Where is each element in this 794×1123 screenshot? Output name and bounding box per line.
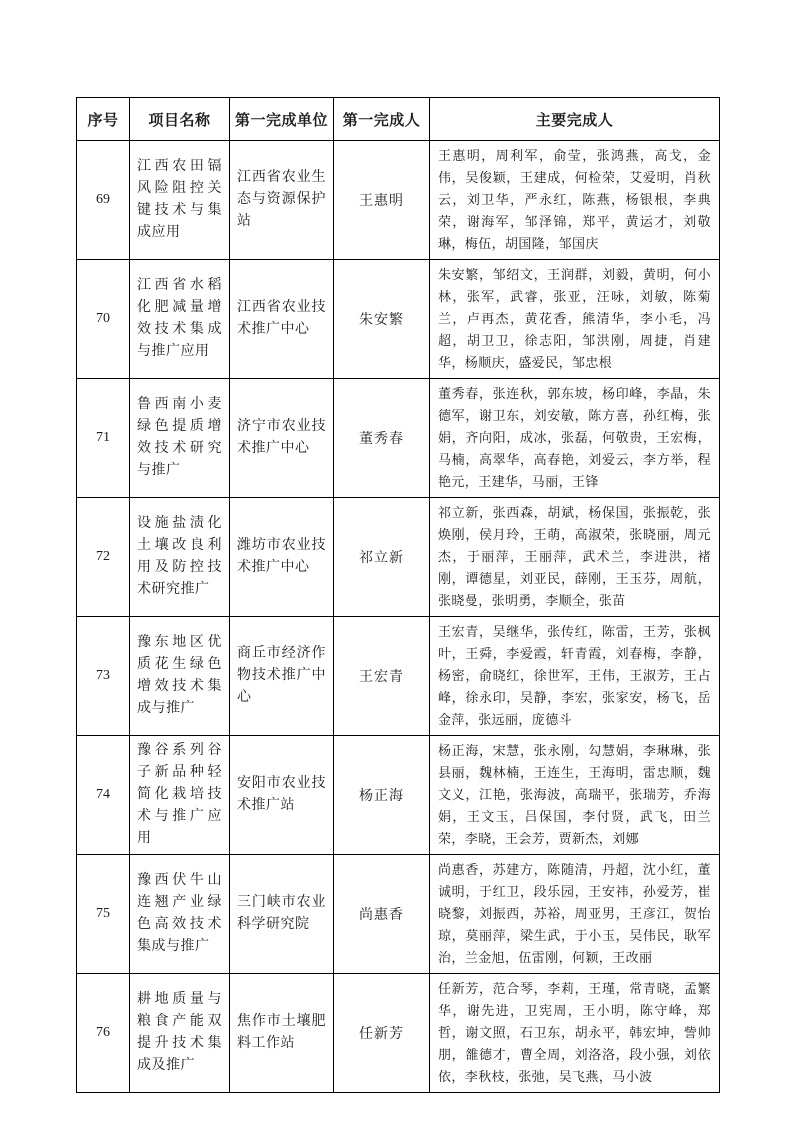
cell-project-name: 设施盐渍化土壤改良利用及防控技术研究推广 [130,498,230,617]
table-row [77,736,720,855]
cell-project-name: 江西农田镉风险阻控关键技术与集成应用 [130,141,230,260]
cell-main-persons: 董秀春，张连秋，郭东坡，杨印峰，李晶，朱德军，谢卫东，刘安敏，陈方喜，孙红梅，张娟，齐向阳，成冰，张磊，何敬贵，王宏梅，马楠，高翠华，高春艳，刘爱云，李方举，程艳元，王建华，马丽，王锋 [430,379,720,498]
cell-main-persons: 杨正海，宋慧，张永刚，勾慧娟，李琳琳，张县丽，魏林楠，王连生，王海明，雷忠顺，魏文义，江艳，张海波，高瑞平，张瑞芳，乔海娟，王文玉，吕保国，李付贤，武飞，田兰荣，李晓，王会芳，贾新杰，刘娜 [430,736,720,855]
cell-first-unit: 安阳市农业技术推广站 [230,736,334,855]
cell-first-person: 尚惠香 [334,855,430,974]
cell-serial-number: 74 [77,736,130,855]
table-row [77,498,720,617]
cell-serial-number: 69 [77,141,130,260]
cell-first-person: 朱安繁 [334,260,430,379]
cell-main-persons: 任新芳，范合琴，李莉，王瑾，常青晓，孟繁华，谢先进，卫宪周，王小明，陈守峰，郑哲，谢文照，石卫东，胡永平，韩宏坤，訾帅朋，雒德才，曹全周，刘洛洛，段小强，刘依依，李秋枝，张弛，吴飞燕，马小波 [430,974,720,1093]
table-row [77,855,720,974]
cell-first-unit: 商丘市经济作物技术推广中心 [230,617,334,736]
header-first-person: 第一完成人 [334,98,430,141]
table-row [77,974,720,1093]
header-project-name: 项目名称 [130,98,230,141]
cell-serial-number: 73 [77,617,130,736]
cell-first-unit: 三门峡市农业科学研究院 [230,855,334,974]
cell-first-person: 王宏青 [334,617,430,736]
cell-serial-number: 76 [77,974,130,1093]
cell-project-name: 鲁西南小麦绿色提质增效技术研究与推广 [130,379,230,498]
cell-first-person: 杨正海 [334,736,430,855]
cell-project-name: 耕地质量与粮食产能双提升技术集成及推广 [130,974,230,1093]
cell-main-persons: 王宏青，吴继华，张传红，陈雷，王芳，张枫叶，王舜，李爱霞，轩青霞，刘春梅，李静，杨密，俞晓红，徐世军，王伟，王淑芳，王占峰，徐永印，吴静，李宏，张家安，杨飞，岳金萍，张远丽，庞德斗 [430,617,720,736]
cell-first-person: 祁立新 [334,498,430,617]
table-row [77,260,720,379]
cell-main-persons: 王惠明，周利军，俞莹，张鸿燕，高戈，金伟，吴俊颖，王建成，何检荣，艾爱明，肖秋云，刘卫华，严永红，陈燕，杨银根，李典荣，谢海军，邹泽锦，郑平，黄运才，刘敬琳，梅伍，胡国隆，邹国庆 [430,141,720,260]
cell-serial-number: 71 [77,379,130,498]
cell-main-persons: 祁立新，张西森，胡斌，杨保国，张振乾，张焕刚，侯月玲，王萌，高淑荣，张晓丽，周元杰，于丽萍，王丽萍，武术兰，李进洪，褚刚，谭德星，刘亚民，薛刚，王玉芬，周航，张晓曼，张明勇，李顺全，张苗 [430,498,720,617]
table-row [77,617,720,736]
table-row [77,141,720,260]
cell-first-person: 董秀春 [334,379,430,498]
cell-first-unit: 江西省农业生态与资源保护站 [230,141,334,260]
completion-units-table [76,97,720,1093]
cell-first-person: 王惠明 [334,141,430,260]
cell-main-persons: 朱安繁，邹绍文，王润群，刘毅，黄明，何小林，张军，武睿，张亚，汪咏，刘敏，陈菊兰，卢再杰，黄花香，熊清华，李小毛，冯超，胡卫卫，徐志阳，邹洪刚，周捷，肖建华，杨顺庆，盛爱民，邹忠根 [430,260,720,379]
cell-serial-number: 70 [77,260,130,379]
cell-project-name: 豫谷系列谷子新品种轻简化栽培技术与推广应用 [130,736,230,855]
cell-main-persons: 尚惠香，苏建方，陈随清，丹超，沈小红，董诚明，于红卫，段乐园，王安祎，孙爱芳，崔晓黎，刘振西，苏裕，周亚男，王彦江，贺怡琼，莫丽萍，梁生武，于小玉，吴伟民，耿军治，兰金旭，伍雷刚，何颖，王改丽 [430,855,720,974]
cell-project-name: 江西省水稻化肥减量增效技术集成与推广应用 [130,260,230,379]
cell-first-unit: 江西省农业技术推广中心 [230,260,334,379]
cell-first-unit: 潍坊市农业技术推广中心 [230,498,334,617]
table-header-row [77,98,720,141]
cell-first-unit: 济宁市农业技术推广中心 [230,379,334,498]
header-serial-number: 序号 [77,98,130,141]
cell-serial-number: 72 [77,498,130,617]
table-row [77,379,720,498]
cell-project-name: 豫西伏牛山连翘产业绿色高效技术集成与推广 [130,855,230,974]
cell-first-person: 任新芳 [334,974,430,1093]
cell-first-unit: 焦作市土壤肥料工作站 [230,974,334,1093]
header-main-persons: 主要完成人 [430,98,720,141]
cell-project-name: 豫东地区优质花生绿色增效技术集成与推广 [130,617,230,736]
header-first-unit: 第一完成单位 [230,98,334,141]
cell-serial-number: 75 [77,855,130,974]
